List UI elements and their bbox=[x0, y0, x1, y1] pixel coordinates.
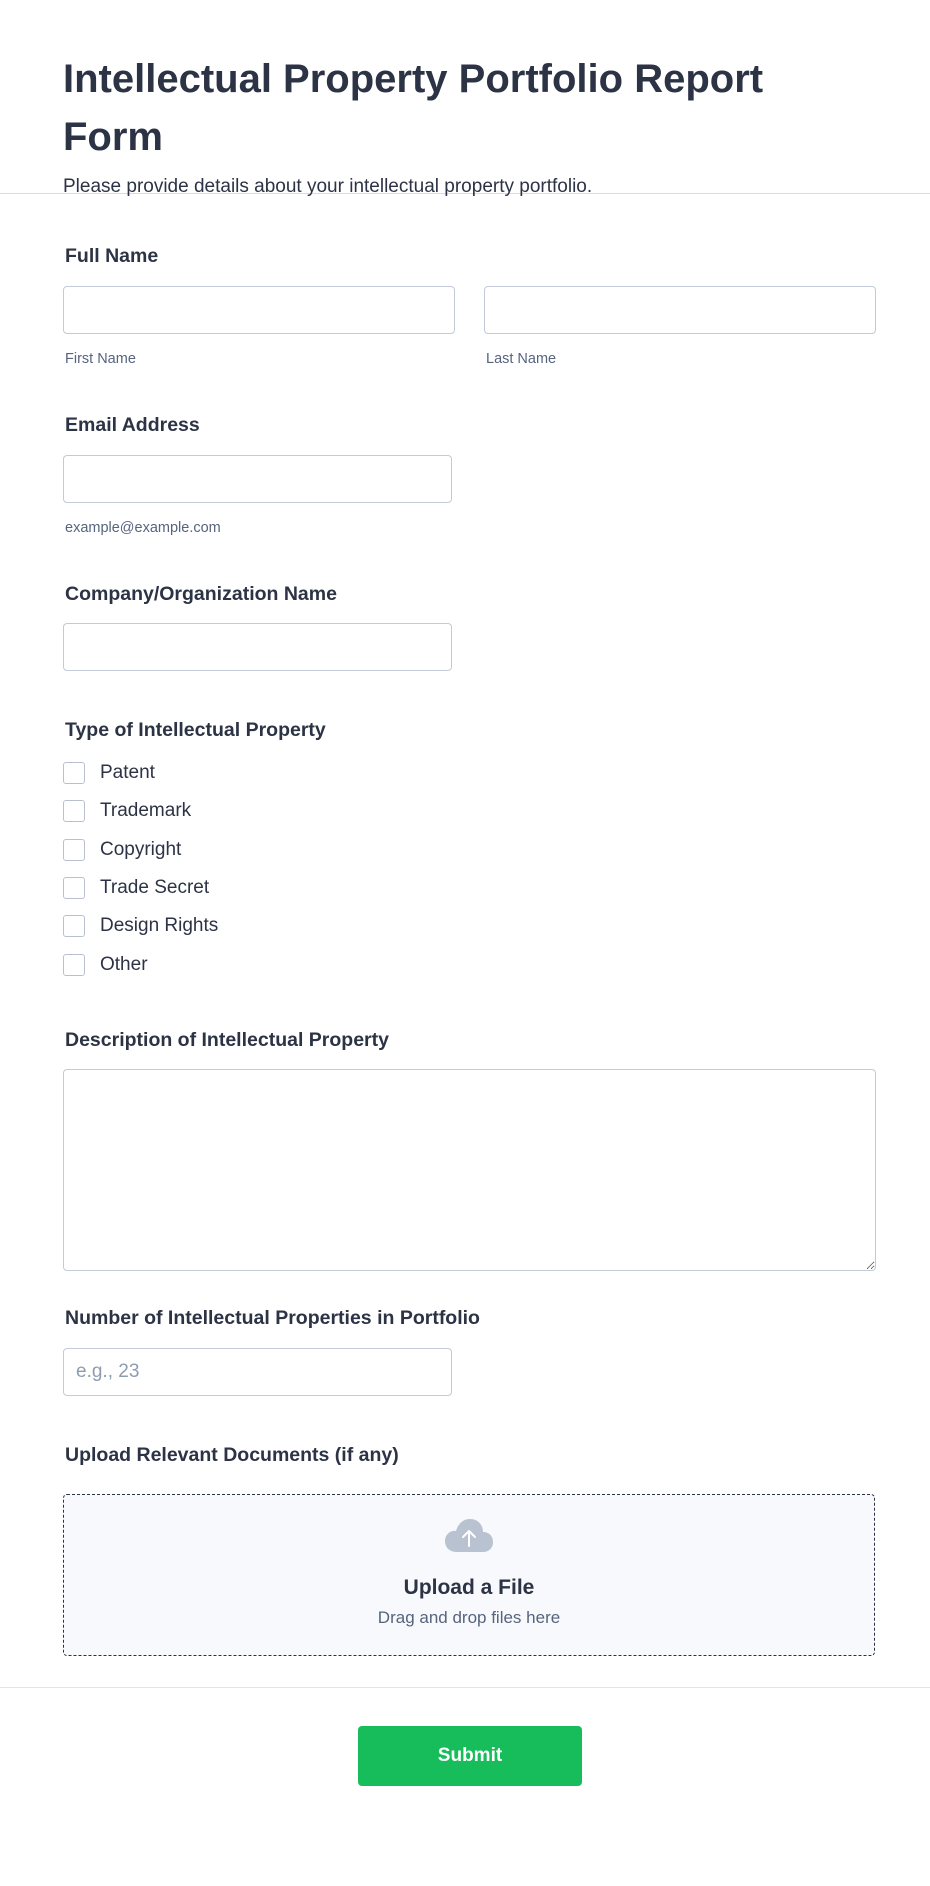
company-input[interactable] bbox=[63, 623, 452, 671]
checkbox[interactable] bbox=[63, 954, 85, 976]
checkbox[interactable] bbox=[63, 762, 85, 784]
checkbox[interactable] bbox=[63, 877, 85, 899]
ip-type-label: Type of Intellectual Property bbox=[65, 719, 326, 741]
checkbox-label: Trademark bbox=[100, 800, 192, 821]
email-input[interactable] bbox=[63, 455, 452, 503]
last-name-input[interactable] bbox=[484, 286, 876, 334]
checkbox-label: Other bbox=[100, 954, 148, 975]
file-upload-dropzone[interactable] bbox=[63, 1494, 875, 1656]
checkbox-label: Patent bbox=[100, 762, 155, 783]
form-header bbox=[0, 0, 930, 197]
page-title: Intellectual Property Portfolio Report Form bbox=[63, 57, 764, 159]
checkbox-option-design-rights[interactable] bbox=[63, 913, 218, 939]
checkbox-label: Copyright bbox=[100, 839, 182, 860]
checkbox-option-patent[interactable] bbox=[63, 760, 155, 786]
upload-hint: Drag and drop files here bbox=[377, 1608, 561, 1627]
form-body bbox=[0, 194, 930, 1688]
count-label: Number of Intellectual Properties in Portfolio bbox=[65, 1307, 480, 1329]
page-subtitle: Please provide details about your intellectual property portfolio. bbox=[63, 176, 593, 197]
form-footer bbox=[0, 1688, 930, 1886]
checkbox-option-trademark[interactable] bbox=[63, 798, 191, 824]
upload-title: Upload a File bbox=[403, 1576, 535, 1599]
checkbox[interactable] bbox=[63, 915, 85, 937]
checkbox[interactable] bbox=[63, 800, 85, 822]
submit-button[interactable]: Submit bbox=[358, 1726, 582, 1786]
first-name-input[interactable] bbox=[63, 286, 455, 334]
checkbox[interactable] bbox=[63, 839, 85, 861]
checkbox-label: Trade Secret bbox=[100, 877, 210, 898]
cloud-upload-icon bbox=[445, 1519, 493, 1553]
description-label: Description of Intellectual Property bbox=[65, 1029, 389, 1051]
last-name-sublabel: Last Name bbox=[486, 351, 557, 367]
checkbox-label: Design Rights bbox=[100, 915, 219, 936]
first-name-sublabel: First Name bbox=[65, 351, 136, 367]
upload-label: Upload Relevant Documents (if any) bbox=[65, 1444, 399, 1466]
description-textarea[interactable] bbox=[63, 1069, 876, 1271]
email-label: Email Address bbox=[65, 414, 200, 436]
full-name-label: Full Name bbox=[65, 245, 159, 267]
email-sublabel: example@example.com bbox=[65, 520, 221, 536]
company-label: Company/Organization Name bbox=[65, 583, 337, 605]
checkbox-option-other[interactable] bbox=[63, 952, 148, 978]
checkbox-option-trade-secret[interactable] bbox=[63, 875, 209, 901]
checkbox-option-copyright[interactable] bbox=[63, 837, 181, 863]
count-input[interactable] bbox=[63, 1348, 452, 1396]
